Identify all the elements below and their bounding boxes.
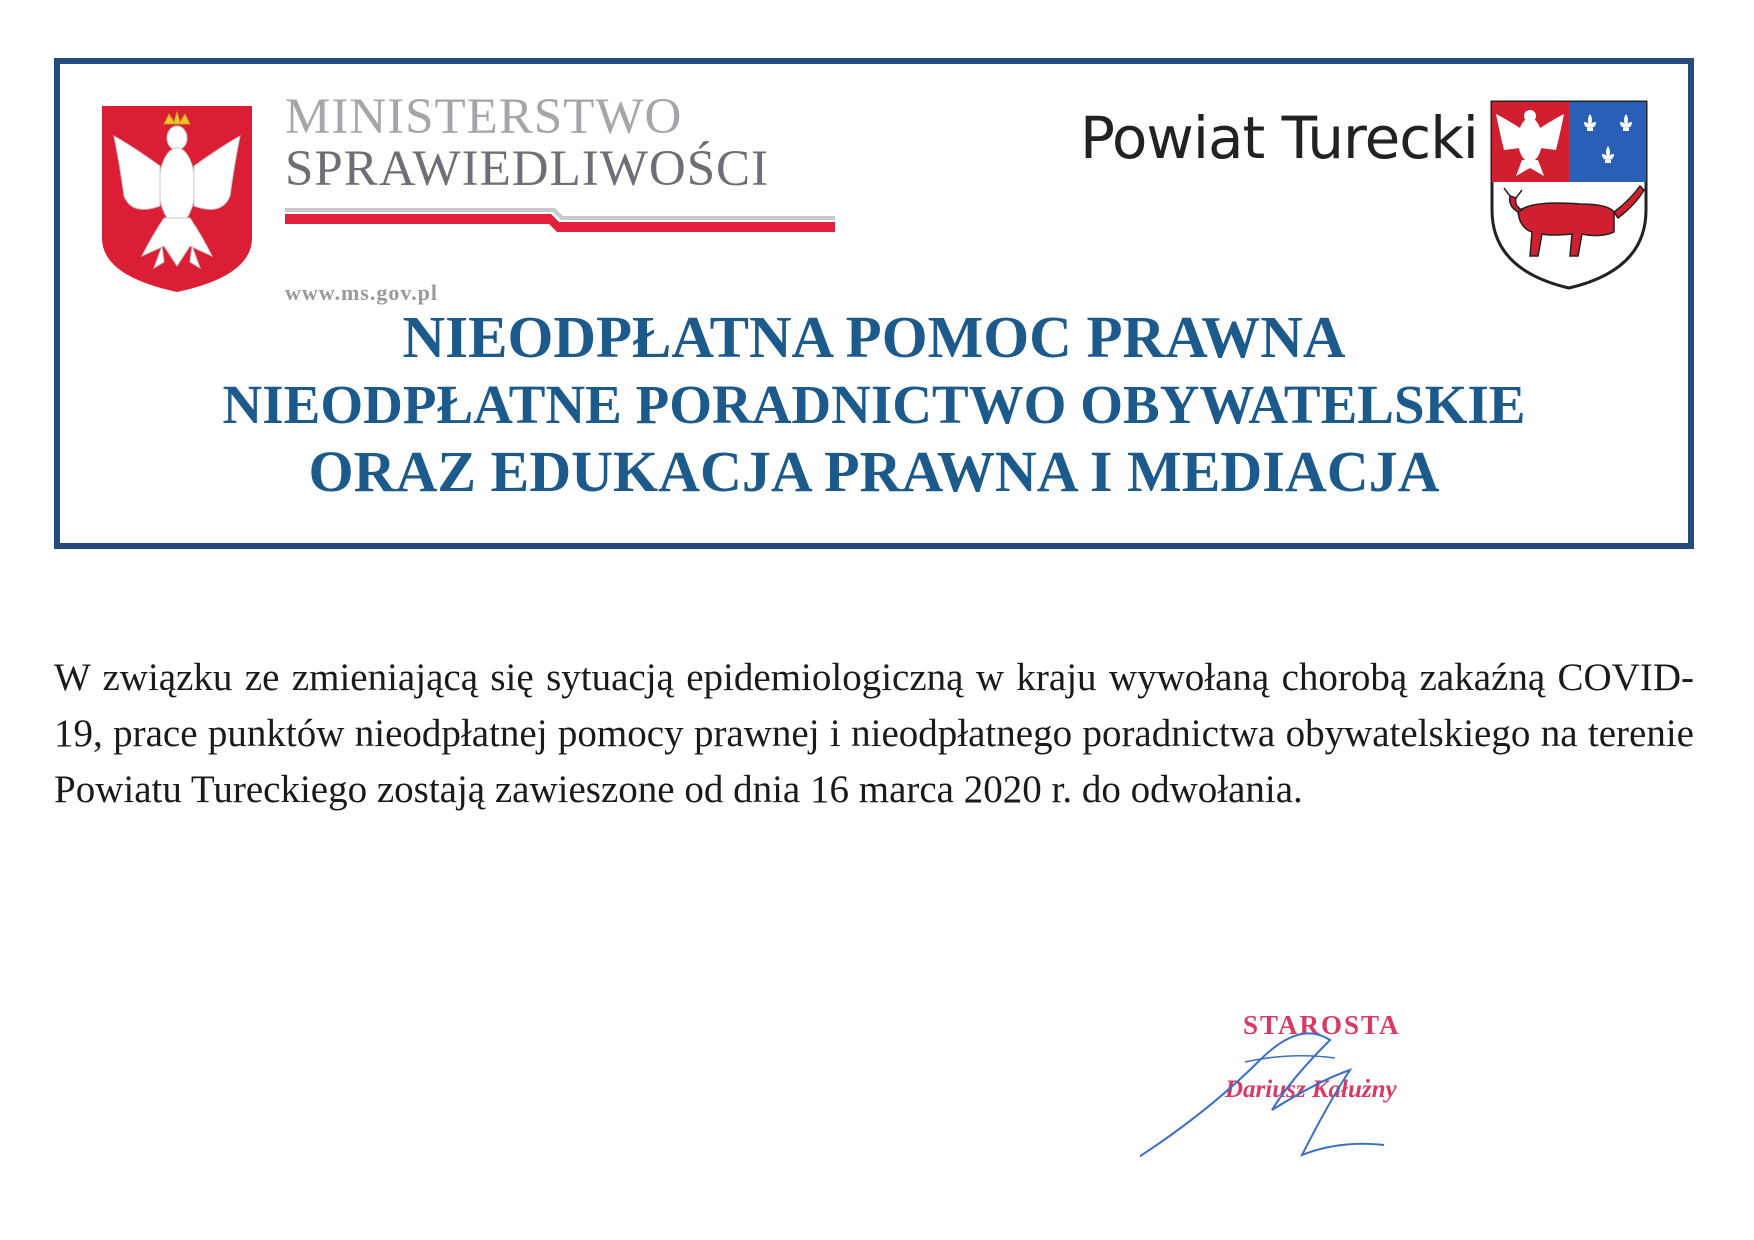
handwritten-signature-icon — [1140, 1000, 1470, 1180]
polish-eagle-icon — [102, 106, 252, 292]
powiat-crest-icon — [1490, 100, 1648, 290]
signature-block — [1140, 1000, 1470, 1180]
signature-name: Dariusz Kałużny — [1225, 1076, 1397, 1103]
signature-title: STAROSTA — [1243, 1010, 1401, 1040]
header-frame — [54, 58, 1694, 549]
title-line-1: NIEODPŁATNA POMOC PRAWNA — [402, 304, 1346, 370]
ministry-ribbon-icon — [285, 204, 835, 238]
announcement-paragraph: W związku ze zmieniającą się sytuacją epidemiologiczną w kraju wywołaną chorobą zakaźną COVID-19, prace punktów nieodpłatnej pomocy prawnej i nieodpłatnego poradnictwa obywatelskiego na terenie Powiatu Tureckiego zostają zawieszone od dnia 16 marca 2020 r. do odwołania. — [54, 656, 1694, 811]
powiat-title: Powiat Turecki — [1080, 104, 1478, 172]
ministry-url: www.ms.gov.pl — [285, 280, 438, 305]
title-line-3: ORAZ EDUKACJA PRAWNA I MEDIACJA — [308, 439, 1440, 504]
title-block — [60, 304, 1688, 505]
title-line-2: NIEODPŁATNE PORADNICTWO OBYWATELSKIE — [222, 374, 1526, 435]
ministry-name-line1: MINISTERSTWO — [285, 89, 683, 145]
ministry-name-line2: SPRAWIEDLIWOŚCI — [285, 141, 770, 197]
